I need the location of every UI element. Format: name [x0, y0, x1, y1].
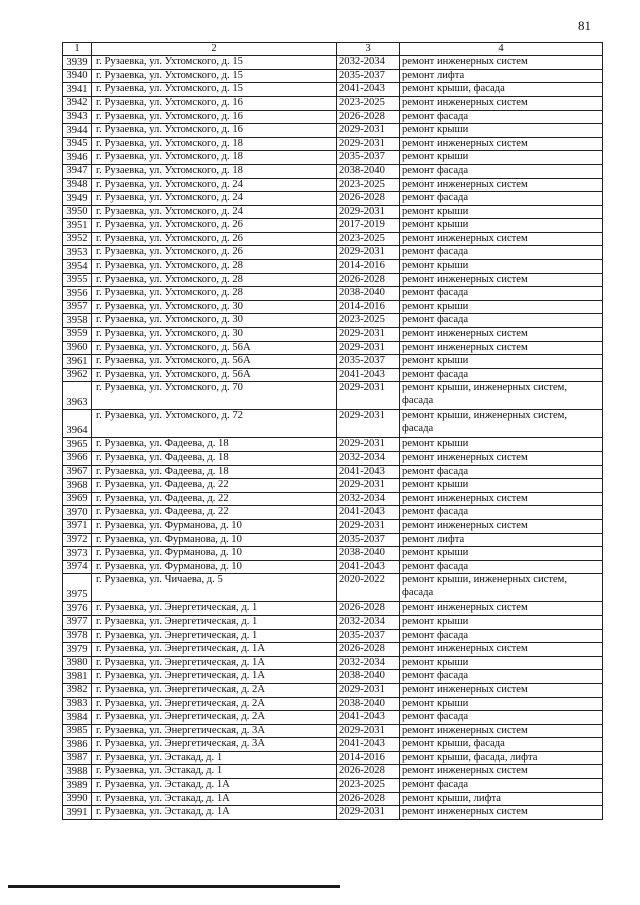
period-cell: 2023-2025 [337, 232, 400, 246]
work-type-cell: ремонт фасада [400, 779, 603, 793]
row-number-cell: 3948 [63, 178, 92, 192]
table-row [63, 124, 603, 138]
address-cell: г. Рузаевка, ул. Ухтомского, д. 28 [92, 287, 337, 301]
work-type-cell: ремонт фасада [400, 711, 603, 725]
period-cell: 2023-2025 [337, 314, 400, 328]
period-cell: 2029-2031 [337, 724, 400, 738]
table-row [63, 683, 603, 697]
table-row [63, 751, 603, 765]
column-header: 2 [92, 43, 337, 56]
table-row [63, 806, 603, 820]
address-cell: г. Рузаевка, ул. Ухтомского, д. 30 [92, 300, 337, 314]
period-cell: 2023-2025 [337, 96, 400, 110]
period-cell: 2038-2040 [337, 697, 400, 711]
work-type-cell: ремонт инженерных систем [400, 178, 603, 192]
address-cell: г. Рузаевка, ул. Чичаева, д. 5 [92, 574, 337, 602]
table-row [63, 410, 603, 438]
work-type-cell: ремонт инженерных систем [400, 273, 603, 287]
row-number-cell: 3965 [63, 438, 92, 452]
row-number-cell: 3983 [63, 697, 92, 711]
work-type-cell: ремонт фасада [400, 164, 603, 178]
work-type-cell: ремонт инженерных систем [400, 602, 603, 616]
row-number-cell: 3963 [63, 382, 92, 410]
table-row [63, 602, 603, 616]
column-header: 1 [63, 43, 92, 56]
period-cell: 2032-2034 [337, 492, 400, 506]
row-number-cell: 3977 [63, 615, 92, 629]
row-number-cell: 3982 [63, 683, 92, 697]
address-cell: г. Рузаевка, ул. Энергетическая, д. 2А [92, 697, 337, 711]
table-row [63, 738, 603, 752]
period-cell: 2026-2028 [337, 792, 400, 806]
table-header-row [63, 43, 603, 56]
period-cell: 2026-2028 [337, 765, 400, 779]
row-number-cell: 3985 [63, 724, 92, 738]
period-cell: 2029-2031 [337, 479, 400, 493]
work-type-cell: ремонт инженерных систем [400, 492, 603, 506]
period-cell: 2041-2043 [337, 368, 400, 382]
period-cell: 2029-2031 [337, 328, 400, 342]
row-number-cell: 3959 [63, 328, 92, 342]
address-cell: г. Рузаевка, ул. Энергетическая, д. 1А [92, 670, 337, 684]
period-cell: 2029-2031 [337, 519, 400, 533]
table-row [63, 643, 603, 657]
address-cell: г. Рузаевка, ул. Ухтомского, д. 56А [92, 368, 337, 382]
table-row [63, 314, 603, 328]
address-cell: г. Рузаевка, ул. Энергетическая, д. 2А [92, 683, 337, 697]
address-cell: г. Рузаевка, ул. Ухтомского, д. 56А [92, 355, 337, 369]
period-cell: 2014-2016 [337, 260, 400, 274]
row-number-cell: 3941 [63, 83, 92, 97]
address-cell: г. Рузаевка, ул. Энергетическая, д. 1А [92, 643, 337, 657]
address-cell: г. Рузаевка, ул. Ухтомского, д. 16 [92, 96, 337, 110]
work-type-cell: ремонт крыши, инженерных систем, фасада [400, 382, 603, 410]
row-number-cell: 3940 [63, 69, 92, 83]
period-cell: 2026-2028 [337, 110, 400, 124]
work-type-cell: ремонт крыши [400, 547, 603, 561]
work-type-cell: ремонт лифта [400, 533, 603, 547]
row-number-cell: 3969 [63, 492, 92, 506]
work-type-cell: ремонт крыши, фасада [400, 738, 603, 752]
table-row [63, 328, 603, 342]
table-row [63, 300, 603, 314]
address-cell: г. Рузаевка, ул. Ухтомского, д. 16 [92, 124, 337, 138]
period-cell: 2026-2028 [337, 273, 400, 287]
row-number-cell: 3967 [63, 465, 92, 479]
table-row [63, 260, 603, 274]
address-cell: г. Рузаевка, ул. Ухтомского, д. 56А [92, 341, 337, 355]
period-cell: 2029-2031 [337, 137, 400, 151]
work-type-cell: ремонт инженерных систем [400, 724, 603, 738]
table-row [63, 629, 603, 643]
address-cell: г. Рузаевка, ул. Энергетическая, д. 3А [92, 724, 337, 738]
address-cell: г. Рузаевка, ул. Ухтомского, д. 28 [92, 273, 337, 287]
row-number-cell: 3946 [63, 151, 92, 165]
row-number-cell: 3991 [63, 806, 92, 820]
period-cell: 2032-2034 [337, 656, 400, 670]
address-cell: г. Рузаевка, ул. Ухтомского, д. 18 [92, 164, 337, 178]
work-type-cell: ремонт инженерных систем [400, 806, 603, 820]
period-cell: 2014-2016 [337, 300, 400, 314]
table-row [63, 670, 603, 684]
period-cell: 2035-2037 [337, 69, 400, 83]
row-number-cell: 3986 [63, 738, 92, 752]
address-cell: г. Рузаевка, ул. Ухтомского, д. 24 [92, 192, 337, 206]
row-number-cell: 3949 [63, 192, 92, 206]
work-type-cell: ремонт крыши [400, 260, 603, 274]
row-number-cell: 3947 [63, 164, 92, 178]
row-number-cell: 3951 [63, 219, 92, 233]
period-cell: 2035-2037 [337, 533, 400, 547]
period-cell: 2023-2025 [337, 178, 400, 192]
table-row [63, 656, 603, 670]
table-row [63, 779, 603, 793]
row-number-cell: 3978 [63, 629, 92, 643]
work-type-cell: ремонт лифта [400, 69, 603, 83]
row-number-cell: 3988 [63, 765, 92, 779]
period-cell: 2035-2037 [337, 629, 400, 643]
table-row [63, 547, 603, 561]
row-number-cell: 3989 [63, 779, 92, 793]
row-number-cell: 3966 [63, 452, 92, 466]
column-header: 4 [400, 43, 603, 56]
work-type-cell: ремонт крыши [400, 479, 603, 493]
row-number-cell: 3973 [63, 547, 92, 561]
address-cell: г. Рузаевка, ул. Энергетическая, д. 1А [92, 656, 337, 670]
row-number-cell: 3976 [63, 602, 92, 616]
footer-divider [8, 885, 340, 888]
period-cell: 2029-2031 [337, 341, 400, 355]
address-cell: г. Рузаевка, ул. Эстакад, д. 1А [92, 792, 337, 806]
table-row [63, 368, 603, 382]
work-type-cell: ремонт фасада [400, 192, 603, 206]
table-row [63, 492, 603, 506]
row-number-cell: 3945 [63, 137, 92, 151]
address-cell: г. Рузаевка, ул. Энергетическая, д. 1 [92, 602, 337, 616]
work-type-cell: ремонт фасада [400, 629, 603, 643]
table-row [63, 341, 603, 355]
work-type-cell: ремонт инженерных систем [400, 683, 603, 697]
address-cell: г. Рузаевка, ул. Энергетическая, д. 2А [92, 711, 337, 725]
address-cell: г. Рузаевка, ул. Фадеева, д. 18 [92, 465, 337, 479]
address-cell: г. Рузаевка, ул. Ухтомского, д. 16 [92, 110, 337, 124]
work-type-cell: ремонт инженерных систем [400, 341, 603, 355]
table-row [63, 711, 603, 725]
table-row [63, 533, 603, 547]
table-row [63, 465, 603, 479]
work-type-cell: ремонт крыши [400, 438, 603, 452]
page-number: 81 [578, 18, 591, 33]
period-cell: 2026-2028 [337, 192, 400, 206]
row-number-cell: 3970 [63, 506, 92, 520]
address-cell: г. Рузаевка, ул. Ухтомского, д. 15 [92, 69, 337, 83]
period-cell: 2029-2031 [337, 382, 400, 410]
period-cell: 2029-2031 [337, 438, 400, 452]
table-row [63, 232, 603, 246]
period-cell: 2041-2043 [337, 465, 400, 479]
address-cell: г. Рузаевка, ул. Ухтомского, д. 72 [92, 410, 337, 438]
work-type-cell: ремонт крыши [400, 205, 603, 219]
address-cell: г. Рузаевка, ул. Энергетическая, д. 3А [92, 738, 337, 752]
work-type-cell: ремонт крыши [400, 219, 603, 233]
work-type-cell: ремонт инженерных систем [400, 56, 603, 70]
address-cell: г. Рузаевка, ул. Фадеева, д. 18 [92, 438, 337, 452]
table-row [63, 792, 603, 806]
table-row [63, 273, 603, 287]
work-type-cell: ремонт крыши, лифта [400, 792, 603, 806]
address-cell: г. Рузаевка, ул. Эстакад, д. 1 [92, 765, 337, 779]
address-cell: г. Рузаевка, ул. Ухтомского, д. 18 [92, 137, 337, 151]
address-cell: г. Рузаевка, ул. Ухтомского, д. 24 [92, 205, 337, 219]
table-row [63, 724, 603, 738]
table-row [63, 452, 603, 466]
work-type-cell: ремонт крыши, инженерных систем, фасада [400, 574, 603, 602]
table-row [63, 69, 603, 83]
address-cell: г. Рузаевка, ул. Фурманова, д. 10 [92, 560, 337, 574]
period-cell: 2041-2043 [337, 83, 400, 97]
row-number-cell: 3960 [63, 341, 92, 355]
column-header: 3 [337, 43, 400, 56]
work-type-cell: ремонт фасада [400, 314, 603, 328]
period-cell: 2032-2034 [337, 452, 400, 466]
table-row [63, 765, 603, 779]
period-cell: 2026-2028 [337, 643, 400, 657]
period-cell: 2035-2037 [337, 151, 400, 165]
period-cell: 2038-2040 [337, 164, 400, 178]
row-number-cell: 3980 [63, 656, 92, 670]
work-type-cell: ремонт крыши, фасада [400, 83, 603, 97]
table-row [63, 164, 603, 178]
address-cell: г. Рузаевка, ул. Ухтомского, д. 30 [92, 328, 337, 342]
row-number-cell: 3979 [63, 643, 92, 657]
table-row [63, 560, 603, 574]
period-cell: 2029-2031 [337, 410, 400, 438]
period-cell: 2020-2022 [337, 574, 400, 602]
address-cell: г. Рузаевка, ул. Эстакад, д. 1 [92, 751, 337, 765]
row-number-cell: 3955 [63, 273, 92, 287]
work-type-cell: ремонт инженерных систем [400, 137, 603, 151]
work-type-cell: ремонт инженерных систем [400, 765, 603, 779]
row-number-cell: 3984 [63, 711, 92, 725]
table-row [63, 110, 603, 124]
address-cell: г. Рузаевка, ул. Ухтомского, д. 15 [92, 56, 337, 70]
period-cell: 2029-2031 [337, 124, 400, 138]
address-cell: г. Рузаевка, ул. Ухтомского, д. 26 [92, 219, 337, 233]
row-number-cell: 3990 [63, 792, 92, 806]
table-row [63, 83, 603, 97]
period-cell: 2041-2043 [337, 506, 400, 520]
table-body [63, 56, 603, 820]
work-type-cell: ремонт инженерных систем [400, 519, 603, 533]
work-type-cell: ремонт крыши [400, 355, 603, 369]
row-number-cell: 3944 [63, 124, 92, 138]
period-cell: 2023-2025 [337, 779, 400, 793]
row-number-cell: 3953 [63, 246, 92, 260]
table-row [63, 205, 603, 219]
address-cell: г. Рузаевка, ул. Ухтомского, д. 26 [92, 246, 337, 260]
row-number-cell: 3939 [63, 56, 92, 70]
row-number-cell: 3954 [63, 260, 92, 274]
row-number-cell: 3942 [63, 96, 92, 110]
period-cell: 2038-2040 [337, 547, 400, 561]
period-cell: 2032-2034 [337, 615, 400, 629]
address-cell: г. Рузаевка, ул. Фурманова, д. 10 [92, 533, 337, 547]
table-row [63, 287, 603, 301]
period-cell: 2026-2028 [337, 602, 400, 616]
row-number-cell: 3964 [63, 410, 92, 438]
table-row [63, 519, 603, 533]
table-row [63, 192, 603, 206]
address-cell: г. Рузаевка, ул. Энергетическая, д. 1 [92, 615, 337, 629]
work-type-cell: ремонт инженерных систем [400, 232, 603, 246]
work-type-cell: ремонт инженерных систем [400, 452, 603, 466]
row-number-cell: 3956 [63, 287, 92, 301]
work-type-cell: ремонт фасада [400, 506, 603, 520]
row-number-cell: 3962 [63, 368, 92, 382]
table-row [63, 438, 603, 452]
row-number-cell: 3972 [63, 533, 92, 547]
row-number-cell: 3943 [63, 110, 92, 124]
work-type-cell: ремонт фасада [400, 368, 603, 382]
table-row [63, 382, 603, 410]
address-cell: г. Рузаевка, ул. Фадеева, д. 22 [92, 506, 337, 520]
address-cell: г. Рузаевка, ул. Ухтомского, д. 18 [92, 151, 337, 165]
period-cell: 2014-2016 [337, 751, 400, 765]
address-cell: г. Рузаевка, ул. Фадеева, д. 22 [92, 492, 337, 506]
work-type-cell: ремонт инженерных систем [400, 328, 603, 342]
work-type-cell: ремонт крыши [400, 656, 603, 670]
period-cell: 2035-2037 [337, 355, 400, 369]
address-cell: г. Рузаевка, ул. Ухтомского, д. 26 [92, 232, 337, 246]
work-type-cell: ремонт фасада [400, 246, 603, 260]
row-number-cell: 3950 [63, 205, 92, 219]
work-type-cell: ремонт крыши, инженерных систем, фасада [400, 410, 603, 438]
table-row [63, 697, 603, 711]
table-row [63, 178, 603, 192]
period-cell: 2032-2034 [337, 56, 400, 70]
table-row [63, 355, 603, 369]
row-number-cell: 3981 [63, 670, 92, 684]
address-cell: г. Рузаевка, ул. Фурманова, д. 10 [92, 547, 337, 561]
work-type-cell: ремонт крыши [400, 615, 603, 629]
table-row [63, 56, 603, 70]
address-cell: г. Рузаевка, ул. Фадеева, д. 18 [92, 452, 337, 466]
period-cell: 2029-2031 [337, 246, 400, 260]
period-cell: 2041-2043 [337, 711, 400, 725]
row-number-cell: 3974 [63, 560, 92, 574]
row-number-cell: 3958 [63, 314, 92, 328]
row-number-cell: 3957 [63, 300, 92, 314]
address-cell: г. Рузаевка, ул. Эстакад, д. 1А [92, 806, 337, 820]
period-cell: 2038-2040 [337, 670, 400, 684]
period-cell: 2041-2043 [337, 560, 400, 574]
table-row [63, 96, 603, 110]
table-row [63, 137, 603, 151]
address-cell: г. Рузаевка, ул. Энергетическая, д. 1 [92, 629, 337, 643]
address-cell: г. Рузаевка, ул. Ухтомского, д. 15 [92, 83, 337, 97]
work-type-cell: ремонт крыши [400, 124, 603, 138]
work-type-cell: ремонт крыши, фасада, лифта [400, 751, 603, 765]
address-cell: г. Рузаевка, ул. Фадеева, д. 22 [92, 479, 337, 493]
row-number-cell: 3987 [63, 751, 92, 765]
repair-schedule-table [62, 42, 603, 820]
period-cell: 2029-2031 [337, 806, 400, 820]
row-number-cell: 3968 [63, 479, 92, 493]
table-row [63, 506, 603, 520]
work-type-cell: ремонт фасада [400, 287, 603, 301]
table-row [63, 246, 603, 260]
address-cell: г. Рузаевка, ул. Ухтомского, д. 28 [92, 260, 337, 274]
work-type-cell: ремонт фасада [400, 110, 603, 124]
table-row [63, 219, 603, 233]
address-cell: г. Рузаевка, ул. Ухтомского, д. 70 [92, 382, 337, 410]
address-cell: г. Рузаевка, ул. Ухтомского, д. 24 [92, 178, 337, 192]
work-type-cell: ремонт крыши [400, 697, 603, 711]
period-cell: 2038-2040 [337, 287, 400, 301]
table-row [63, 151, 603, 165]
row-number-cell: 3952 [63, 232, 92, 246]
row-number-cell: 3971 [63, 519, 92, 533]
table-row [63, 615, 603, 629]
period-cell: 2029-2031 [337, 205, 400, 219]
work-type-cell: ремонт фасада [400, 670, 603, 684]
work-type-cell: ремонт инженерных систем [400, 643, 603, 657]
work-type-cell: ремонт фасада [400, 465, 603, 479]
address-cell: г. Рузаевка, ул. Ухтомского, д. 30 [92, 314, 337, 328]
period-cell: 2041-2043 [337, 738, 400, 752]
work-type-cell: ремонт инженерных систем [400, 96, 603, 110]
work-type-cell: ремонт крыши [400, 300, 603, 314]
table-row [63, 479, 603, 493]
address-cell: г. Рузаевка, ул. Фурманова, д. 10 [92, 519, 337, 533]
period-cell: 2029-2031 [337, 683, 400, 697]
address-cell: г. Рузаевка, ул. Эстакад, д. 1А [92, 779, 337, 793]
table-row [63, 574, 603, 602]
work-type-cell: ремонт крыши [400, 151, 603, 165]
period-cell: 2017-2019 [337, 219, 400, 233]
row-number-cell: 3961 [63, 355, 92, 369]
work-type-cell: ремонт фасада [400, 560, 603, 574]
row-number-cell: 3975 [63, 574, 92, 602]
